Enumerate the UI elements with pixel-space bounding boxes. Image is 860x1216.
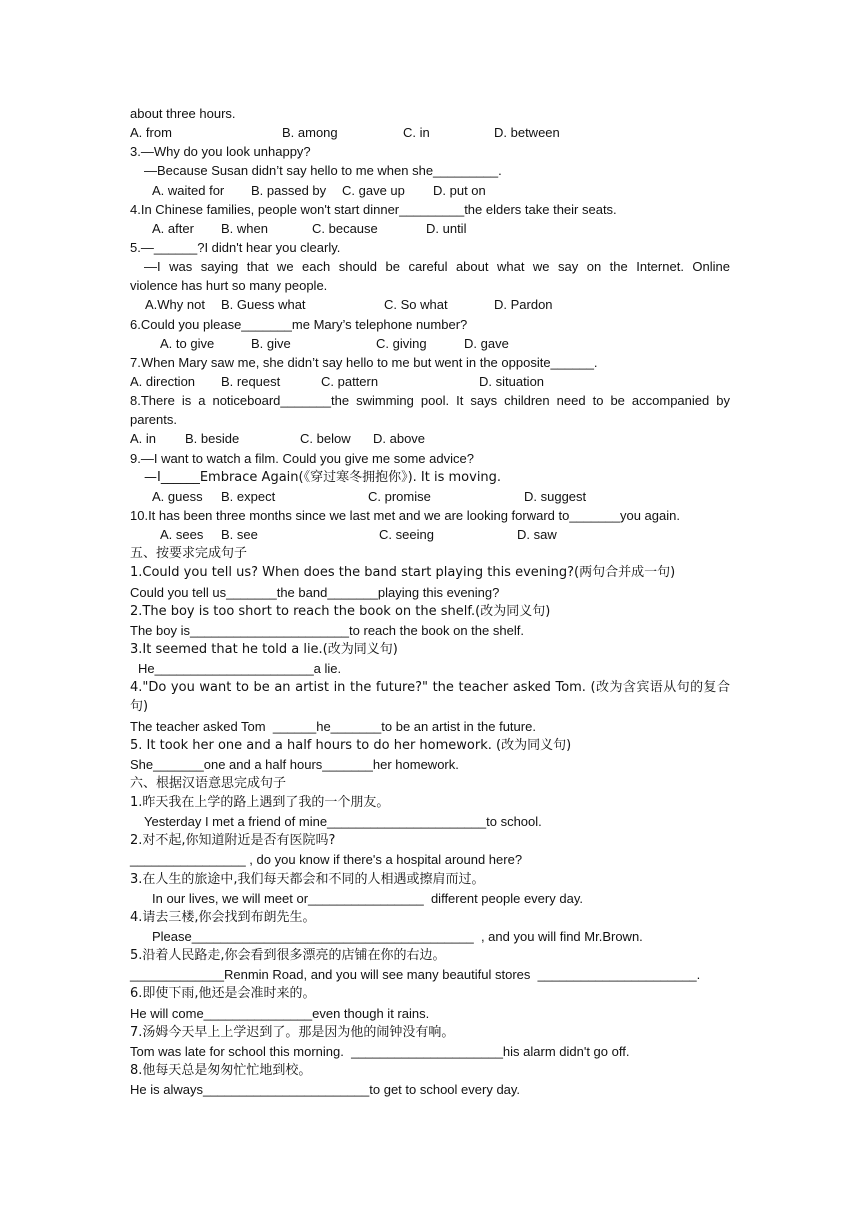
text-line: Could you tell us_______the band_______playing this evening? bbox=[130, 584, 500, 600]
question-3: 3.—Why do you look unhappy? bbox=[130, 144, 311, 160]
text-line: He is always_______________________to get to school every day. bbox=[130, 1082, 521, 1098]
option: C. below bbox=[300, 431, 351, 447]
option: B. among bbox=[282, 125, 338, 141]
text-line: about three hours. bbox=[130, 106, 236, 121]
document-page bbox=[130, 104, 730, 1099]
option: A. direction bbox=[130, 373, 196, 389]
section-heading-5: 五、按要求完成句子 bbox=[130, 546, 248, 562]
text-line: The teacher asked Tom ______he_______to be an artist in the future. bbox=[130, 718, 536, 734]
option: C. because bbox=[312, 220, 378, 236]
text-line: 2.对不起,你知道附近是否有医院吗? bbox=[130, 833, 336, 849]
text-line: He will come_______________even though it rains. bbox=[130, 1005, 430, 1021]
text-line: She_______one and a half hours_______her homework. bbox=[130, 756, 459, 772]
text-line: 6.即使下雨,他还是会准时来的。 bbox=[130, 986, 316, 1002]
option: B. give bbox=[251, 335, 291, 351]
text-line: —Because Susan didn’t say hello to me when she_________. bbox=[144, 163, 502, 179]
option: B. passed by bbox=[251, 182, 327, 198]
option: A. from bbox=[130, 125, 172, 141]
text-line: parents. bbox=[130, 412, 177, 428]
option: A. in bbox=[130, 431, 157, 447]
option: C. giving bbox=[376, 335, 427, 351]
question-9: 9.—I want to watch a film. Could you give me some advice? bbox=[130, 450, 474, 466]
option: A. guess bbox=[152, 488, 203, 504]
option: D. gave bbox=[464, 335, 509, 351]
text-line: 1.Could you tell us? When does the band start playing this evening?(两句合并成一句) bbox=[130, 565, 676, 581]
text-line: 5.沿着人民路走,你会看到很多漂亮的店铺在你的右边。 bbox=[130, 948, 446, 964]
option: B. beside bbox=[185, 431, 240, 447]
text-line: 4.请去三楼,你会找到布朗先生。 bbox=[130, 909, 316, 925]
option: D. situation bbox=[479, 373, 545, 389]
option: A. after bbox=[152, 220, 194, 236]
option: A. waited for bbox=[152, 182, 225, 198]
text-line: 7.汤姆今天早上上学迟到了。那是因为他的闹钟没有响。 bbox=[130, 1024, 455, 1040]
text-line: 8.他每天总是匆匆忙忙地到校。 bbox=[130, 1063, 312, 1079]
options-row bbox=[130, 372, 730, 391]
option: A. sees bbox=[160, 527, 204, 543]
text-line: ________________ , do you know if there's a hospital around here? bbox=[130, 852, 523, 868]
question-5: 5.—______?I didn't hear you clearly. bbox=[130, 239, 341, 255]
option: B. request bbox=[221, 373, 281, 389]
text-line: Tom was late for school this morning. _____________________his alarm didn't go off. bbox=[130, 1043, 630, 1059]
option: D. Pardon bbox=[494, 297, 553, 313]
question-6: 6.Could you please_______me Mary’s telephone number? bbox=[130, 316, 468, 332]
text-line: 句) bbox=[130, 699, 149, 715]
section-heading-6: 六、根据汉语意思完成句子 bbox=[130, 775, 287, 791]
options-row bbox=[130, 123, 730, 142]
options-row bbox=[130, 429, 730, 448]
text-line: _____________Renmin Road, and you will see many beautiful stores ______________________. bbox=[130, 967, 701, 983]
option: C. gave up bbox=[342, 182, 405, 198]
text-line: In our lives, we will meet or________________ different people every day. bbox=[152, 890, 583, 906]
question-7: 7.When Mary saw me, she didn’t say hello to me but went in the opposite______. bbox=[130, 354, 598, 370]
text-line: 3.It seemed that he told a lie.(改为同义句) bbox=[130, 641, 398, 657]
text-line: 5. It took her one and a half hours to do her homework. (改为同义句) bbox=[130, 737, 572, 753]
text-line: —I______Embrace Again(《穿过寒冬拥抱你》). It is moving. bbox=[144, 469, 502, 485]
text-line: violence has hurt so many people. bbox=[130, 278, 328, 294]
option: D. above bbox=[373, 431, 426, 447]
option: D. until bbox=[426, 220, 467, 236]
option: D. between bbox=[494, 125, 560, 141]
question-4: 4.In Chinese families, people won't start dinner_________the elders take their seats. bbox=[130, 201, 617, 217]
question-8: 8.There is a noticeboard_______the swimming pool. It says children need to be accompanied by bbox=[130, 393, 730, 409]
option: C. seeing bbox=[379, 527, 434, 543]
option: C. in bbox=[403, 125, 430, 141]
options-row bbox=[130, 525, 730, 544]
question-10: 10.It has been three months since we last met and we are looking forward to_______you again. bbox=[130, 507, 680, 523]
options-row bbox=[130, 334, 730, 353]
options-row bbox=[130, 487, 730, 506]
option: C. So what bbox=[384, 297, 448, 313]
text-line: Yesterday I met a friend of mine______________________to school. bbox=[144, 814, 542, 830]
options-row bbox=[130, 181, 730, 200]
option: C. promise bbox=[368, 488, 431, 504]
option: D. put on bbox=[433, 182, 486, 198]
text-line: He______________________a lie. bbox=[138, 661, 342, 677]
text-line: —I was saying that we each should be careful about what we say on the Internet. Online bbox=[144, 259, 730, 275]
text-line: Please_______________________________________ , and you will find Mr.Brown. bbox=[152, 929, 643, 945]
option: B. Guess what bbox=[221, 297, 306, 313]
option: C. pattern bbox=[321, 373, 379, 389]
text-line: 2.The boy is too short to reach the book on the shelf.(改为同义句) bbox=[130, 603, 551, 619]
option: B. see bbox=[221, 527, 258, 543]
option: B. expect bbox=[221, 488, 276, 504]
text-line: 4."Do you want to be an artist in the future?" the teacher asked Tom. (改为含宾语从句的复合 bbox=[130, 680, 730, 696]
option: A.Why not bbox=[145, 297, 205, 313]
text-line: 3.在人生的旅途中,我们每天都会和不同的人相遇或擦肩而过。 bbox=[130, 871, 485, 887]
option: D. saw bbox=[517, 527, 557, 543]
option: D. suggest bbox=[524, 488, 587, 504]
options-row bbox=[130, 219, 730, 238]
options-row bbox=[130, 295, 730, 314]
text-line: The boy is______________________to reach the book on the shelf. bbox=[130, 622, 524, 638]
text-line: 1.昨天我在上学的路上遇到了我的一个朋友。 bbox=[130, 795, 390, 811]
option: B. when bbox=[221, 220, 268, 236]
option: A. to give bbox=[160, 335, 215, 351]
